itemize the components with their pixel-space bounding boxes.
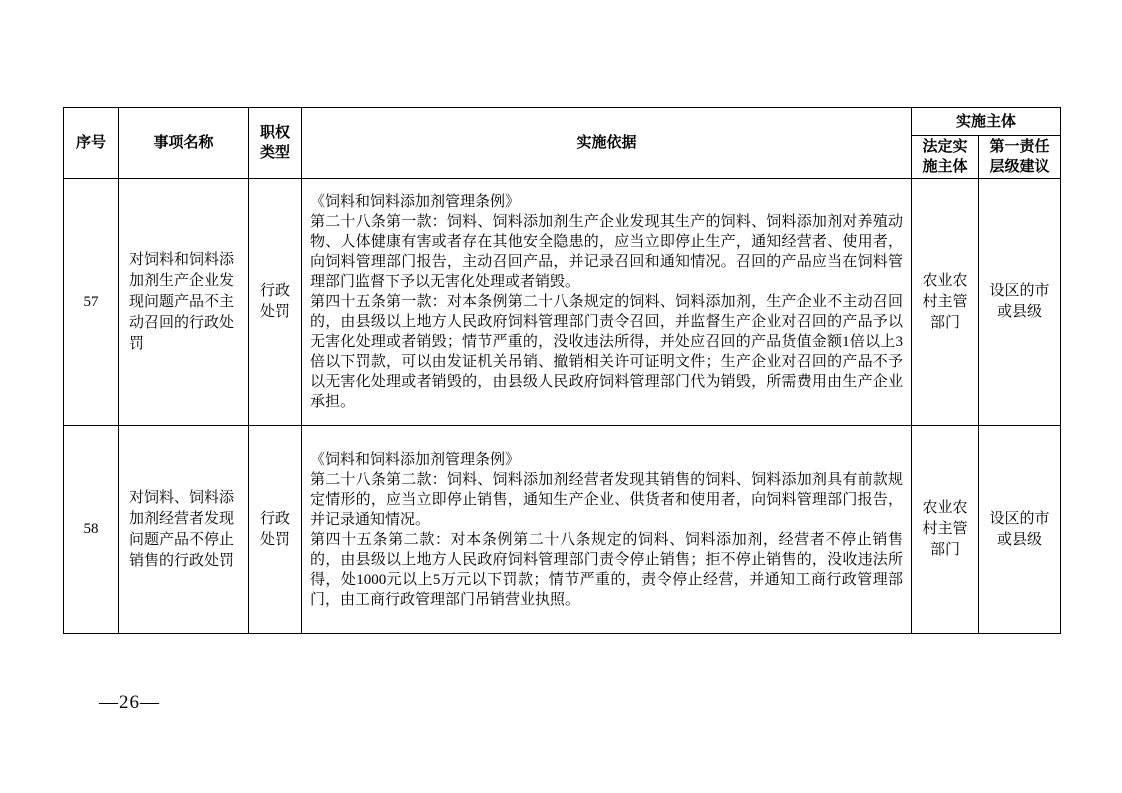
basis-regulation-title: 《饲料和饲料添加剂管理条例》 [310, 451, 521, 468]
item-name-cell: 对饲料、饲料添加剂经营者发现问题产品不停止销售的行政处罚 [119, 426, 249, 634]
basis-article-1: 第二十八条第二款：饲料、饲料添加剂经营者发现其销售的饲料、饲料添加剂具有前款规定情形的，应当立即停止销售，通知生产企业、供货者和使用者，向饲料管理部门报告，并记录通知情况。 [310, 471, 903, 528]
table-header [64, 108, 1061, 179]
header-responsibility-level: 第一责任层级建议 [979, 136, 1061, 179]
basis-cell [302, 179, 912, 426]
basis-article-2: 第四十五条第二款：对本条例第二十八条规定的饲料、饲料添加剂，经营者不停止销售的，由县级以上地方人民政府饲料管理部门责令停止销售；拒不停止销售的，没收违法所得，处1000元以上5万元以下罚款；情节严重的，责令停止经营，并通知工商行政管理部门，由工商行政管理部门吊销营业执照。 [310, 531, 903, 608]
basis-cell [302, 426, 912, 634]
table-row-58 [64, 426, 1061, 634]
serial-cell: 57 [64, 179, 119, 426]
header-authority-type: 职权类型 [249, 108, 302, 179]
responsibility-level-cell: 设区的市或县级 [979, 426, 1061, 634]
basis-regulation-title: 《饲料和饲料添加剂管理条例》 [310, 194, 521, 210]
basis-article-1: 第二十八条第一款：饲料、饲料添加剂生产企业发现其生产的饲料、饲料添加剂对养殖动物、人体健康有害或者存在其他安全隐患的，应当立即停止生产，通知经营者、使用者，向饲料管理部门报告，主动召回产品，并记录召回和通知情况。召回的产品应当在饲料管理部门监督下予以无害化处理或者销毁。 [310, 214, 903, 290]
serial-cell: 58 [64, 426, 119, 634]
responsibility-level-cell: 设区的市或县级 [979, 179, 1061, 426]
page-number: —26— [99, 692, 160, 713]
header-item-name: 事项名称 [119, 108, 249, 179]
penalty-items-table [63, 107, 1061, 634]
legal-subject-cell: 农业农村主管部门 [912, 426, 979, 634]
legal-subject-cell: 农业农村主管部门 [912, 179, 979, 426]
authority-type-cell: 行政处罚 [249, 426, 302, 634]
header-basis: 实施依据 [302, 108, 912, 179]
authority-type-cell: 行政处罚 [249, 179, 302, 426]
basis-article-2: 第四十五条第一款：对本条例第二十八条规定的饲料、饲料添加剂，生产企业不主动召回的，由县级以上地方人民政府饲料管理部门责令召回，并监督生产企业对召回的产品予以无害化处理或者销毁；情节严重的，没收违法所得，并处应召回的产品货值金额1倍以上3倍以下罚款，可以由发证机关吊销、撤销相关许可证明文件；生产企业对召回的产品不予以无害化处理或者销毁的，由县级人民政府饲料管理部门代为销毁，所需费用由生产企业承担。 [310, 294, 903, 410]
item-name-cell: 对饲料和饲料添加剂生产企业发现问题产品不主动召回的行政处罚 [119, 179, 249, 426]
header-legal-subject: 法定实施主体 [912, 136, 979, 179]
table-row-57 [64, 179, 1061, 426]
header-serial: 序号 [64, 108, 119, 179]
header-subject-group: 实施主体 [912, 108, 1061, 136]
